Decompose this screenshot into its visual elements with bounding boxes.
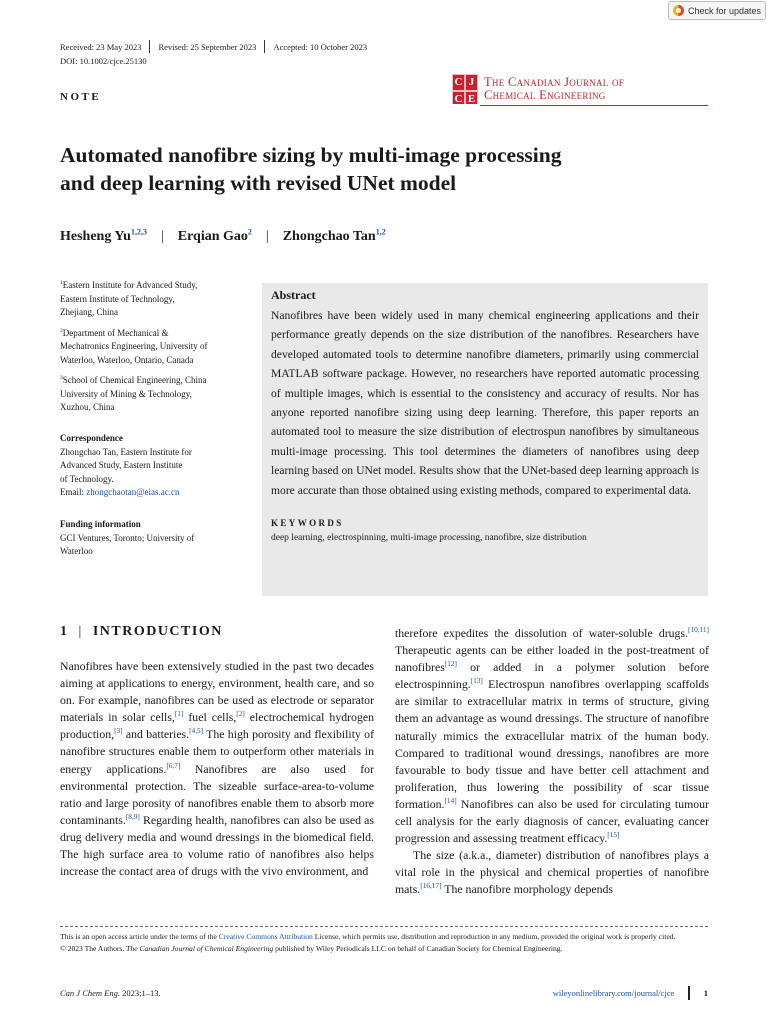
citation-link[interactable]: [6,7] — [166, 760, 181, 770]
received-date: Received: 23 May 2023 — [60, 41, 142, 52]
citation-link[interactable]: [4,5] — [189, 726, 204, 736]
body-paragraph — [395, 625, 709, 847]
footer-rule — [60, 926, 708, 927]
body-text: electrochemical hydrogen production, — [60, 710, 374, 742]
author[interactable]: Hesheng Yu$^{1,2,3}$ — [60, 227, 147, 244]
body-paragraph — [395, 847, 709, 898]
author-separator: | — [160, 229, 164, 244]
check-for-updates-label: Check for updates — [688, 5, 762, 16]
body-text: Electrospun nanofibres overlapping scaffolds are similar to extracellular matrix in terms of structure, giving them an advantage as wound dressings. The structure of nanofibre naturally mimics the extracellular matrix of the human body. Compared to traditional wound dressings, nanofibres are more favourable to body tissue and have better cell attachment and proliferation, thus lowering the possibility of scar tissue formation. — [395, 677, 709, 811]
body-text: fuel cells, — [183, 710, 237, 725]
citation-link[interactable]: [14] — [444, 796, 457, 806]
body-text: therefore expedites the dissolution of water-soluble drugs. — [395, 626, 688, 640]
citation-link[interactable]: [16,17] — [420, 881, 442, 891]
doi: DOI: 10.1002/cjce.25130 — [60, 56, 147, 66]
body-text: The size (a.k.a., diameter) distribution of nanofibres plays a vital role in the physical and chemical properties of nanofibre mats. — [395, 848, 709, 897]
body-text: Therapeutic agents can be either loaded in the post-treatment of nanofibres — [395, 643, 709, 675]
article-title — [60, 141, 720, 197]
body-text: Regarding health, nanofibres can also be used as drug delivery media and wound dressings in the biomedical field. The high surface area to volume ratio of nanofibres also helps increase the contact area of drugs with the vivo environment, and — [60, 812, 374, 879]
journal-name — [484, 76, 624, 102]
affiliation-2: $^2$Department of Mechanical & Mechatronics Engineering, University of Waterloo, Waterloo, Ontario, Canada — [60, 327, 208, 365]
logo-letter: C — [452, 91, 465, 108]
title-line2: and deep learning with revised UNet model — [60, 171, 457, 195]
citation-link[interactable]: [12] — [444, 659, 457, 669]
author[interactable]: Zhongchao Tan$^{1,2}$ — [282, 227, 386, 244]
logo-letter: J — [465, 74, 478, 91]
journal-banner — [452, 74, 624, 104]
abstract-box — [262, 283, 708, 596]
revised-date: Revised: 25 September 2023 — [158, 41, 257, 52]
author[interactable]: Erqian Gao$^2$ — [177, 227, 252, 244]
accepted-date: Accepted: 10 October 2023 — [273, 41, 368, 52]
body-text: or added in a polymer solution before electrospinning. — [395, 660, 709, 692]
footer-divider — [688, 986, 690, 1000]
date-divider — [149, 40, 150, 53]
body-column-left — [60, 658, 374, 880]
journal-url-link[interactable]: wileyonlinelibrary.com/journal/cjce — [552, 988, 675, 998]
title-line1: Automated nanofibre sizing by multi-image processing — [60, 143, 562, 167]
license-link[interactable]: Creative Commons Attribution — [218, 932, 313, 941]
body-text: Nanofibres are also used for environmental protection. The sizeable surface-area-to-volume ratio and large porosity of nanofibres enable them to absorb more contaminants. — [60, 761, 374, 827]
license-footnote — [60, 931, 708, 955]
section-heading: 1 | INTRODUCTION — [60, 624, 223, 639]
logo-letter: C — [452, 74, 465, 91]
affiliations — [60, 279, 250, 422]
email-label: Email: — [60, 487, 87, 497]
journal-name-line2: Chemical Engineering — [484, 88, 606, 102]
body-paragraph — [60, 658, 374, 880]
check-for-updates-button[interactable] — [668, 1, 766, 20]
body-text: The high porosity and flexibility of nanofibre structures enable them to outperform other materials in energy applications. — [60, 727, 374, 776]
keywords: deep learning, electrospinning, multi-image processing, nanofibre, size distribution — [271, 533, 587, 544]
citation-link[interactable]: [3] — [114, 726, 123, 736]
citation-link[interactable]: [10,11] — [687, 625, 709, 635]
citation-link[interactable]: [15] — [607, 830, 620, 840]
article-dates — [60, 40, 367, 53]
license-text: This is an open access article under the terms of the Creative Commons Attribution License, which permits use, distribution and reproduction in any medium, provided the original work is properly cited. — [60, 932, 676, 941]
journal-rule — [480, 105, 708, 106]
citation-link[interactable]: [2] — [236, 709, 245, 719]
keywords-heading: KEYWORDS — [271, 518, 344, 529]
funding-information: Funding information GCI Ventures, Toronto; University of Waterloo — [60, 518, 250, 559]
correspondence: Correspondence Zhongchao Tan, Eastern Institute for Advanced Study, Eastern Institute of Technology. Email: zhongchaotan@eias.ac.cn — [60, 432, 250, 500]
journal-logo-icon — [452, 74, 478, 104]
body-column-right — [395, 625, 709, 899]
body-text: Nanofibres have been extensively studied in the past two decades aiming at applications to energy, environment, health care, and so on. For example, nanofibres can be used as electrode or separator materials in solar cells, — [60, 659, 374, 725]
email-link[interactable]: zhongchaotan@eias.ac.cn — [86, 487, 180, 497]
body-text: and batteries. — [122, 727, 190, 742]
author-list — [60, 229, 386, 245]
journal-name-line1: The Canadian Journal of — [484, 75, 625, 89]
crossmark-icon — [673, 5, 684, 16]
abstract-heading: Abstract — [271, 288, 316, 302]
citation-link[interactable]: [1] — [174, 709, 184, 719]
author-separator: | — [265, 229, 269, 244]
funding-heading: Funding information — [60, 519, 141, 529]
correspondence-heading: Correspondence — [60, 433, 123, 443]
article-type: NOTE — [60, 91, 102, 103]
body-text: The nanofibre morphology depends — [441, 882, 613, 897]
logo-letter: E — [465, 91, 478, 108]
page-number: 1 — [703, 988, 708, 998]
copyright-text: © 2023 The Authors. The Canadian Journal of Chemical Engineering published by Wiley Periodicals LLC on behalf of Canadian Society for Chemical Engineering. — [60, 944, 563, 953]
date-divider — [264, 40, 265, 53]
page-footer — [60, 986, 708, 1000]
citation-link[interactable]: [13] — [470, 676, 483, 686]
body-text: Nanofibres can also be used for circulating tumour cell analysis for the early diagnosis of cancer, evaluating cancer progression and assessing treatment efficacy. — [395, 796, 709, 846]
citation-link[interactable]: [8,9] — [125, 811, 140, 821]
citation: Can J Chem Eng. 2023;1–13. — [60, 988, 161, 998]
abstract-text: Nanofibres have been widely used in many chemical engineering applications and their performance greatly depends on the size distribution of the nanofibres. Researchers have developed automated tools to determine nanofibre diameters, primarily using commercial MATLAB software package. However, no researchers have reported automatic processing of multiple images, which is essential to the consistency and accuracy of results. Nor has anyone reported nanofibre sizing using deep learning. Therefore, this paper reports an automated tool to measure the size distribution of electrospun nanofibres by simultaneous multi-image processing. This tool determines the diameters of nanofibres using deep learning based on UNet model. Results show that the UNet-based deep learning approach is more accurate than those obtained using existing methods, compared to experimental data. — [271, 309, 699, 497]
affiliation-1: $^1$Eastern Institute for Advanced Study, Eastern Institute of Technology, Zhejiang, China — [60, 280, 198, 317]
affiliation-3: $^3$School of Chemical Engineering, China University of Mining & Technology, Xuzhou, China — [60, 375, 207, 412]
